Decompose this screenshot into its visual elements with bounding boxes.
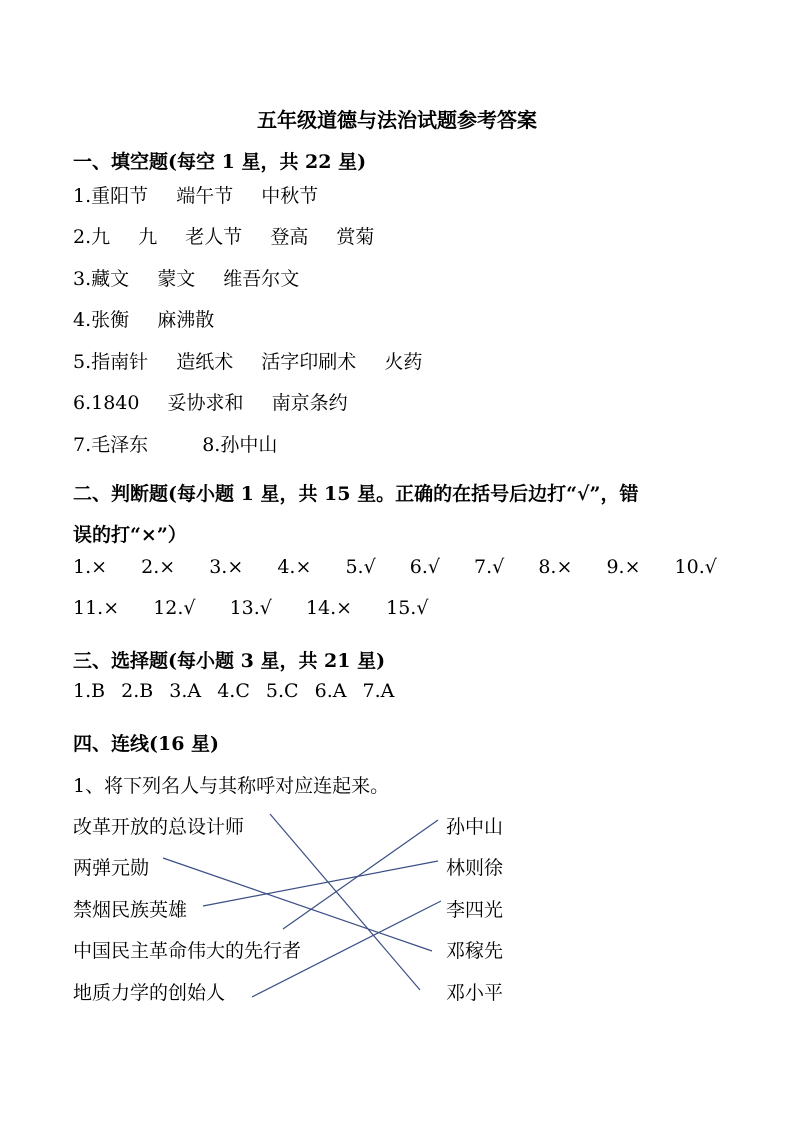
section-4-heading: 四、连线(16 星) — [73, 733, 220, 755]
match-right-5: 邓小平 — [446, 982, 504, 1004]
answer: 维吾尔文 — [223, 268, 300, 290]
match-right-2: 林则徐 — [446, 857, 504, 879]
answer: 赏菊 — [336, 226, 375, 248]
answer: 12.√ — [153, 597, 196, 619]
answer: 4.C — [217, 680, 250, 702]
match-right-3: 李四光 — [446, 899, 504, 921]
answer: 8.× — [538, 556, 573, 578]
match-line-2 — [163, 858, 432, 951]
answer: 5.C — [265, 680, 299, 702]
answer: 7.A — [362, 680, 395, 702]
section-2-heading-cont: 误的打“×”） — [73, 524, 187, 546]
answer: 1.重阳节 — [73, 185, 149, 207]
answer: 1.× — [73, 556, 108, 578]
answer: 5.指南针 — [73, 351, 149, 373]
match-left-4: 中国民主革命伟大的先行者 — [73, 940, 302, 962]
section-2-heading: 二、判断题(每小题 1 星，共 15 星。正确的在括号后边打“√”，错 — [73, 483, 639, 505]
answer: 老人节 — [185, 226, 243, 248]
answer: 6.1840 — [73, 392, 140, 414]
section-3-heading: 三、选择题(每小题 3 星，共 21 星) — [73, 650, 386, 672]
answer: 6.A — [314, 680, 347, 702]
answer: 南京条约 — [271, 392, 348, 414]
answer: 10.√ — [674, 556, 717, 578]
page-title: 五年级道德与法治试题参考答案 — [257, 108, 537, 132]
answer: 九 — [138, 226, 158, 248]
answer: 端午节 — [176, 185, 234, 207]
answer: 活字印刷术 — [261, 351, 357, 373]
answer: 7.毛泽东 — [73, 434, 149, 456]
answer: 3.× — [209, 556, 244, 578]
answer: 5.√ — [345, 556, 376, 578]
answer: 4.张衡 — [73, 309, 130, 331]
match-left-1: 改革开放的总设计师 — [73, 816, 245, 838]
answer: 3.藏文 — [73, 268, 130, 290]
answer: 2.B — [121, 680, 154, 702]
match-left-5: 地质力学的创始人 — [73, 982, 226, 1004]
answer: 8.孙中山 — [202, 434, 278, 456]
answer: 3.A — [169, 680, 202, 702]
match-left-2: 两弹元勋 — [73, 857, 150, 879]
answer: 11.× — [73, 597, 120, 619]
answer: 中秋节 — [261, 185, 319, 207]
answer: 火药 — [384, 351, 423, 373]
answer: 14.× — [305, 597, 353, 619]
match-line-1 — [270, 814, 420, 990]
match-right-4: 邓稼先 — [446, 940, 504, 962]
answer: 麻沸散 — [157, 309, 215, 331]
answer: 13.√ — [229, 597, 272, 619]
answer: 7.√ — [474, 556, 505, 578]
match-line-4 — [283, 820, 438, 929]
answer: 蒙文 — [157, 268, 196, 290]
answer: 妥协求和 — [167, 392, 244, 414]
section-1-heading: 一、填空题(每空 1 星，共 22 星) — [73, 151, 367, 173]
match-left-3: 禁烟民族英雄 — [73, 899, 188, 921]
answer: 2.× — [141, 556, 176, 578]
answer: 登高 — [270, 226, 309, 248]
answer: 造纸术 — [176, 351, 234, 373]
answer: 1.B — [73, 680, 106, 702]
answer: 15.√ — [386, 597, 429, 619]
answer: 6.√ — [409, 556, 440, 578]
answer: 2.九 — [73, 226, 111, 248]
match-line-5 — [252, 901, 441, 997]
answer: 4.× — [277, 556, 312, 578]
match-right-1: 孙中山 — [446, 816, 504, 838]
answer: 9.× — [606, 556, 641, 578]
matching-instruction: 1、将下列名人与其称呼对应连起来。 — [73, 775, 390, 797]
